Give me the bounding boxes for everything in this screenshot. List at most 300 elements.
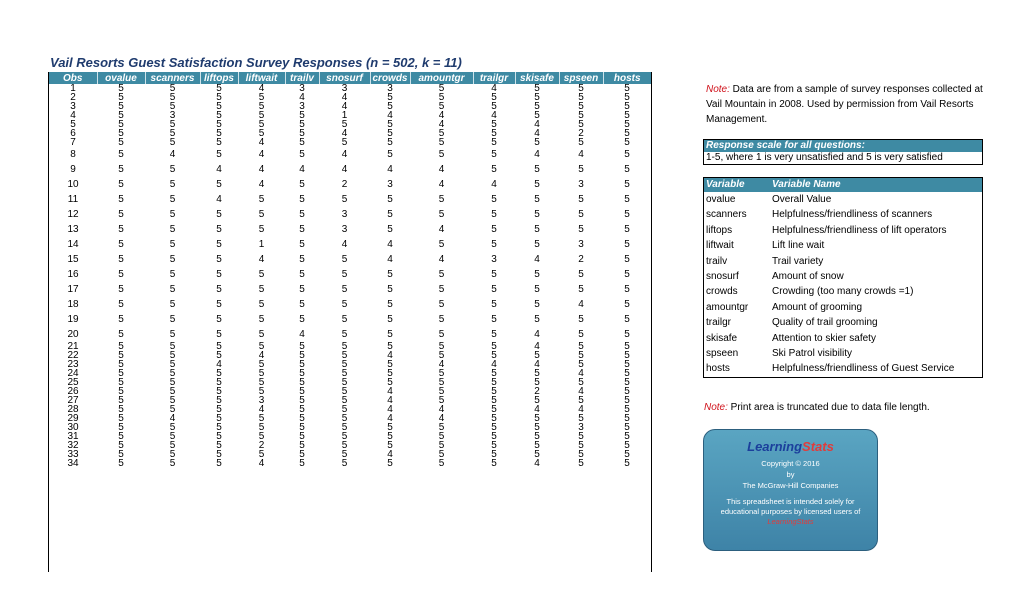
table-cell[interactable]: 5 [258, 269, 265, 280]
table-cell[interactable]: 5 [216, 254, 222, 265]
table-cell[interactable]: 5 [578, 314, 584, 325]
table-cell[interactable]: 5 [299, 179, 305, 190]
table-cell[interactable]: 5 [216, 209, 222, 220]
table-cell[interactable]: 5 [341, 119, 348, 130]
table-cell[interactable]: 5 [216, 431, 222, 442]
table-cell[interactable]: 3 [70, 101, 76, 112]
table-cell[interactable]: 5 [216, 395, 222, 406]
table-cell[interactable]: 5 [438, 83, 445, 94]
table-cell[interactable]: 5 [216, 284, 222, 295]
table-cell[interactable]: 5 [169, 350, 176, 361]
table-cell[interactable]: 5 [534, 368, 540, 379]
table-cell[interactable]: 4 [258, 137, 265, 148]
table-cell[interactable]: 5 [387, 149, 393, 160]
table-cell[interactable]: 4 [258, 179, 265, 190]
table-cell[interactable]: 3 [299, 83, 305, 94]
table-cell[interactable]: 5 [118, 431, 124, 442]
table-cell[interactable]: 4 [299, 329, 305, 340]
table-cell[interactable]: 5 [118, 368, 124, 379]
table-cell[interactable]: 5 [169, 440, 176, 451]
table-cell[interactable]: 5 [118, 239, 124, 250]
table-cell[interactable]: 3 [299, 101, 305, 112]
table-cell[interactable]: 5 [491, 128, 497, 139]
table-cell[interactable]: 5 [169, 239, 176, 250]
table-cell[interactable]: 5 [169, 83, 176, 94]
table-cell[interactable]: 5 [387, 101, 393, 112]
table-cell[interactable]: 18 [67, 299, 79, 310]
table-cell[interactable]: 5 [216, 413, 222, 424]
table-cell[interactable]: 14 [67, 239, 79, 250]
table-cell[interactable]: 5 [299, 359, 305, 370]
table-cell[interactable]: 5 [491, 164, 497, 175]
table-cell[interactable]: 5 [299, 284, 305, 295]
table-cell[interactable]: 1 [70, 83, 76, 94]
table-cell[interactable]: 5 [299, 422, 305, 433]
table-cell[interactable]: 5 [534, 350, 540, 361]
table-cell[interactable]: 5 [534, 413, 540, 424]
table-cell[interactable]: 5 [491, 194, 497, 205]
table-cell[interactable]: 5 [624, 179, 630, 190]
table-cell[interactable]: 5 [169, 254, 176, 265]
table-cell[interactable]: 5 [341, 284, 348, 295]
table-cell[interactable]: 4 [341, 164, 348, 175]
table-cell[interactable]: 5 [387, 92, 393, 103]
table-cell[interactable]: 5 [169, 386, 176, 397]
table-cell[interactable]: 5 [534, 179, 540, 190]
table-cell[interactable]: 5 [438, 209, 445, 220]
table-cell[interactable]: 5 [299, 350, 305, 361]
table-cell[interactable]: 5 [578, 431, 584, 442]
table-cell[interactable]: 3 [341, 83, 348, 94]
table-cell[interactable]: 5 [299, 314, 305, 325]
table-cell[interactable]: 5 [534, 164, 540, 175]
table-cell[interactable]: 5 [169, 209, 176, 220]
table-cell[interactable]: 4 [341, 128, 348, 139]
table-cell[interactable]: 5 [438, 341, 445, 352]
table-cell[interactable]: 5 [341, 386, 348, 397]
table-cell[interactable]: 5 [438, 368, 445, 379]
table-cell[interactable]: 32 [67, 440, 79, 451]
table-cell[interactable]: 5 [387, 329, 393, 340]
table-cell[interactable]: 5 [216, 128, 222, 139]
table-cell[interactable]: 4 [258, 164, 265, 175]
table-cell[interactable]: 5 [169, 137, 176, 148]
table-cell[interactable]: 5 [578, 164, 584, 175]
table-cell[interactable]: 5 [118, 299, 124, 310]
table-cell[interactable]: 5 [534, 224, 540, 235]
table-cell[interactable]: 5 [387, 299, 393, 310]
table-cell[interactable]: 5 [438, 395, 445, 406]
table-cell[interactable]: 34 [67, 458, 79, 469]
table-cell[interactable]: 5 [438, 92, 445, 103]
table-cell[interactable]: 5 [534, 449, 540, 460]
table-cell[interactable]: 5 [578, 359, 584, 370]
table-cell[interactable]: 5 [169, 431, 176, 442]
table-cell[interactable]: 5 [216, 83, 222, 94]
table-cell[interactable]: 5 [341, 449, 348, 460]
table-cell[interactable]: 5 [491, 284, 497, 295]
table-cell[interactable]: 20 [67, 329, 79, 340]
table-cell[interactable]: 4 [341, 149, 348, 160]
table-cell[interactable]: 5 [341, 395, 348, 406]
table-cell[interactable]: 31 [67, 431, 79, 442]
table-cell[interactable]: 5 [169, 101, 176, 112]
table-cell[interactable]: 5 [169, 284, 176, 295]
table-cell[interactable]: 4 [534, 149, 540, 160]
table-cell[interactable]: 5 [299, 119, 305, 130]
table-cell[interactable]: 5 [491, 368, 497, 379]
table-cell[interactable]: 5 [216, 149, 222, 160]
table-cell[interactable]: 4 [578, 404, 584, 415]
table-cell[interactable]: 5 [169, 224, 176, 235]
table-cell[interactable]: 5 [438, 377, 445, 388]
table-cell[interactable]: 5 [624, 449, 630, 460]
table-cell[interactable]: 5 [624, 224, 630, 235]
table-cell[interactable]: 4 [438, 359, 445, 370]
table-cell[interactable]: 5 [387, 224, 393, 235]
table-cell[interactable]: 5 [118, 119, 124, 130]
table-cell[interactable]: 5 [258, 92, 265, 103]
table-cell[interactable]: 5 [624, 194, 630, 205]
table-cell[interactable]: 5 [341, 377, 348, 388]
table-cell[interactable]: 5 [169, 395, 176, 406]
table-cell[interactable]: 5 [438, 449, 445, 460]
table-cell[interactable]: 5 [624, 422, 630, 433]
table-cell[interactable]: 5 [438, 422, 445, 433]
table-cell[interactable]: 5 [258, 341, 265, 352]
table-cell[interactable]: 5 [299, 224, 305, 235]
table-cell[interactable]: 5 [258, 329, 265, 340]
table-cell[interactable]: 5 [118, 284, 124, 295]
table-cell[interactable]: 6 [70, 128, 76, 139]
table-cell[interactable]: 5 [534, 137, 540, 148]
table-cell[interactable]: 5 [216, 341, 222, 352]
table-cell[interactable]: 5 [624, 269, 630, 280]
table-cell[interactable]: 5 [299, 449, 305, 460]
table-cell[interactable]: 4 [387, 350, 393, 361]
table-cell[interactable]: 5 [118, 386, 124, 397]
table-cell[interactable]: 5 [534, 194, 540, 205]
table-cell[interactable]: 5 [258, 368, 265, 379]
table-cell[interactable]: 5 [299, 209, 305, 220]
table-cell[interactable]: 5 [169, 269, 176, 280]
table-cell[interactable]: 5 [578, 458, 584, 469]
table-cell[interactable]: 5 [258, 110, 265, 121]
table-cell[interactable]: 28 [67, 404, 79, 415]
table-cell[interactable]: 4 [387, 386, 393, 397]
table-cell[interactable]: 5 [491, 119, 497, 130]
table-cell[interactable]: 5 [491, 350, 497, 361]
table-cell[interactable]: 29 [67, 413, 79, 424]
table-cell[interactable]: 5 [438, 239, 445, 250]
table-cell[interactable]: 5 [534, 440, 540, 451]
table-cell[interactable]: 4 [341, 239, 348, 250]
table-cell[interactable]: 4 [299, 164, 305, 175]
table-cell[interactable]: 5 [491, 314, 497, 325]
table-cell[interactable]: 1 [341, 110, 348, 121]
table-cell[interactable]: 5 [341, 458, 348, 469]
table-cell[interactable]: 15 [67, 254, 79, 265]
table-cell[interactable]: 5 [624, 431, 630, 442]
table-cell[interactable]: 5 [387, 368, 393, 379]
table-cell[interactable]: 5 [258, 359, 265, 370]
table-cell[interactable]: 5 [216, 350, 222, 361]
table-cell[interactable]: 4 [534, 254, 540, 265]
table-cell[interactable]: 5 [216, 119, 222, 130]
table-cell[interactable]: 2 [578, 254, 584, 265]
table-cell[interactable]: 5 [438, 431, 445, 442]
table-cell[interactable]: 3 [258, 395, 265, 406]
table-cell[interactable]: 4 [438, 179, 445, 190]
table-cell[interactable]: 22 [67, 350, 79, 361]
table-cell[interactable]: 5 [118, 422, 124, 433]
table-cell[interactable]: 5 [491, 101, 497, 112]
table-cell[interactable]: 4 [534, 329, 540, 340]
table-cell[interactable]: 9 [70, 164, 76, 175]
table-cell[interactable]: 5 [491, 269, 497, 280]
table-cell[interactable]: 5 [341, 314, 348, 325]
table-cell[interactable]: 5 [624, 404, 630, 415]
table-cell[interactable]: 25 [67, 377, 79, 388]
table-cell[interactable]: 16 [67, 269, 79, 280]
table-cell[interactable]: 5 [491, 299, 497, 310]
table-cell[interactable]: 5 [299, 413, 305, 424]
table-cell[interactable]: 5 [118, 413, 124, 424]
table-cell[interactable]: 5 [624, 377, 630, 388]
table-cell[interactable]: 5 [438, 101, 445, 112]
table-cell[interactable]: 5 [118, 83, 124, 94]
table-cell[interactable]: 5 [299, 128, 305, 139]
table-cell[interactable]: 5 [624, 101, 630, 112]
table-cell[interactable]: 5 [624, 440, 630, 451]
table-cell[interactable]: 5 [258, 377, 265, 388]
table-cell[interactable]: 5 [258, 224, 265, 235]
table-cell[interactable]: 5 [118, 194, 124, 205]
table-cell[interactable]: 4 [438, 254, 445, 265]
table-cell[interactable]: 5 [491, 341, 497, 352]
table-cell[interactable]: 4 [534, 458, 540, 469]
table-cell[interactable]: 4 [387, 239, 393, 250]
table-cell[interactable]: 4 [169, 149, 176, 160]
table-cell[interactable]: 5 [118, 92, 124, 103]
table-cell[interactable]: 5 [578, 440, 584, 451]
table-cell[interactable]: 4 [216, 359, 222, 370]
table-cell[interactable]: 5 [624, 254, 630, 265]
table-cell[interactable]: 5 [491, 431, 497, 442]
table-cell[interactable]: 5 [624, 329, 630, 340]
table-cell[interactable]: 5 [118, 269, 124, 280]
table-cell[interactable]: 5 [387, 377, 393, 388]
table-cell[interactable]: 2 [578, 128, 584, 139]
table-cell[interactable]: 4 [438, 119, 445, 130]
table-cell[interactable]: 5 [534, 284, 540, 295]
table-cell[interactable]: 5 [534, 239, 540, 250]
table-cell[interactable]: 5 [258, 449, 265, 460]
table-cell[interactable]: 5 [118, 458, 124, 469]
table-cell[interactable]: 5 [216, 179, 222, 190]
table-cell[interactable]: 5 [491, 329, 497, 340]
table-cell[interactable]: 5 [216, 239, 222, 250]
table-cell[interactable]: 3 [578, 422, 584, 433]
table-cell[interactable]: 2 [258, 440, 265, 451]
table-cell[interactable]: 5 [578, 329, 584, 340]
table-cell[interactable]: 5 [624, 119, 630, 130]
table-cell[interactable]: 4 [387, 254, 393, 265]
table-cell[interactable]: 5 [387, 458, 393, 469]
table-cell[interactable]: 5 [491, 395, 497, 406]
table-cell[interactable]: 5 [341, 350, 348, 361]
table-cell[interactable]: 5 [387, 314, 393, 325]
table-cell[interactable]: 5 [387, 137, 393, 148]
table-cell[interactable]: 5 [258, 119, 265, 130]
table-cell[interactable]: 5 [118, 377, 124, 388]
table-cell[interactable]: 5 [258, 284, 265, 295]
table-cell[interactable]: 5 [534, 101, 540, 112]
table-cell[interactable]: 5 [534, 269, 540, 280]
table-cell[interactable]: 5 [169, 92, 176, 103]
table-cell[interactable]: 5 [624, 368, 630, 379]
table-cell[interactable]: 4 [578, 368, 584, 379]
table-cell[interactable]: 5 [299, 299, 305, 310]
table-cell[interactable]: 5 [491, 239, 497, 250]
table-cell[interactable]: 5 [578, 194, 584, 205]
table-cell[interactable]: 5 [438, 350, 445, 361]
table-cell[interactable]: 5 [624, 239, 630, 250]
table-cell[interactable]: 5 [258, 431, 265, 442]
table-cell[interactable]: 5 [258, 101, 265, 112]
table-cell[interactable]: 5 [438, 440, 445, 451]
table-cell[interactable]: 5 [438, 386, 445, 397]
table-cell[interactable]: 5 [438, 299, 445, 310]
table-cell[interactable]: 5 [534, 422, 540, 433]
table-cell[interactable]: 4 [438, 413, 445, 424]
table-cell[interactable]: 5 [216, 92, 222, 103]
table-cell[interactable]: 5 [341, 254, 348, 265]
table-cell[interactable]: 5 [118, 449, 124, 460]
table-cell[interactable]: 5 [341, 404, 348, 415]
table-cell[interactable]: 5 [438, 284, 445, 295]
table-cell[interactable]: 5 [169, 329, 176, 340]
table-cell[interactable]: 5 [299, 458, 305, 469]
table-cell[interactable]: 5 [299, 440, 305, 451]
table-cell[interactable]: 4 [438, 224, 445, 235]
table-cell[interactable]: 4 [387, 110, 393, 121]
table-cell[interactable]: 23 [67, 359, 79, 370]
table-cell[interactable]: 5 [578, 209, 584, 220]
table-cell[interactable]: 3 [169, 110, 176, 121]
table-cell[interactable]: 5 [387, 194, 393, 205]
table-cell[interactable]: 5 [341, 440, 348, 451]
table-cell[interactable]: 5 [491, 413, 497, 424]
table-cell[interactable]: 4 [578, 299, 584, 310]
table-cell[interactable]: 4 [258, 404, 265, 415]
table-cell[interactable]: 5 [118, 137, 124, 148]
table-cell[interactable]: 5 [491, 386, 497, 397]
table-cell[interactable]: 5 [299, 269, 305, 280]
table-cell[interactable]: 5 [578, 110, 584, 121]
table-cell[interactable]: 5 [341, 359, 348, 370]
table-cell[interactable]: 4 [491, 359, 497, 370]
table-cell[interactable]: 5 [299, 254, 305, 265]
table-cell[interactable]: 5 [624, 386, 630, 397]
table-cell[interactable]: 5 [624, 458, 630, 469]
table-cell[interactable]: 2 [341, 179, 348, 190]
table-cell[interactable]: 5 [169, 299, 176, 310]
table-cell[interactable]: 5 [491, 92, 497, 103]
table-cell[interactable]: 19 [67, 314, 79, 325]
table-cell[interactable]: 2 [534, 386, 540, 397]
table-cell[interactable]: 5 [299, 395, 305, 406]
table-cell[interactable]: 21 [67, 341, 79, 352]
table-cell[interactable]: 5 [341, 341, 348, 352]
table-cell[interactable]: 5 [491, 449, 497, 460]
table-cell[interactable]: 5 [169, 377, 176, 388]
table-cell[interactable]: 5 [169, 458, 176, 469]
table-cell[interactable]: 5 [216, 329, 222, 340]
table-cell[interactable]: 5 [578, 413, 584, 424]
table-cell[interactable]: 4 [387, 164, 393, 175]
table-cell[interactable]: 5 [438, 458, 445, 469]
table-cell[interactable]: 5 [578, 449, 584, 460]
table-cell[interactable]: 5 [169, 359, 176, 370]
table-cell[interactable]: 5 [258, 422, 265, 433]
table-cell[interactable]: 5 [387, 440, 393, 451]
table-cell[interactable]: 5 [169, 449, 176, 460]
table-cell[interactable]: 5 [491, 224, 497, 235]
table-cell[interactable]: 7 [70, 137, 76, 148]
table-cell[interactable]: 5 [169, 119, 176, 130]
table-cell[interactable]: 5 [216, 377, 222, 388]
table-cell[interactable]: 5 [118, 164, 124, 175]
table-cell[interactable]: 5 [216, 101, 222, 112]
table-cell[interactable]: 5 [169, 179, 176, 190]
table-cell[interactable]: 5 [438, 149, 445, 160]
table-cell[interactable]: 4 [534, 128, 540, 139]
table-cell[interactable]: 5 [341, 269, 348, 280]
table-cell[interactable]: 5 [438, 137, 445, 148]
table-cell[interactable]: 5 [534, 395, 540, 406]
table-cell[interactable]: 5 [216, 110, 222, 121]
table-cell[interactable]: 4 [258, 350, 265, 361]
table-cell[interactable]: 30 [67, 422, 79, 433]
table-cell[interactable]: 5 [624, 413, 630, 424]
table-cell[interactable]: 27 [67, 395, 79, 406]
table-cell[interactable]: 5 [534, 377, 540, 388]
table-cell[interactable]: 5 [216, 368, 222, 379]
table-cell[interactable]: 5 [169, 164, 176, 175]
table-cell[interactable]: 5 [534, 110, 540, 121]
table-cell[interactable]: 5 [578, 377, 584, 388]
table-cell[interactable]: 5 [299, 386, 305, 397]
table-cell[interactable]: 4 [534, 359, 540, 370]
table-cell[interactable]: 5 [491, 404, 497, 415]
table-cell[interactable]: 5 [624, 149, 630, 160]
table-cell[interactable]: 5 [534, 209, 540, 220]
table-cell[interactable]: 5 [624, 284, 630, 295]
table-cell[interactable]: 5 [387, 422, 393, 433]
table-cell[interactable]: 4 [438, 110, 445, 121]
table-cell[interactable]: 4 [341, 101, 348, 112]
table-cell[interactable]: 5 [438, 194, 445, 205]
table-cell[interactable]: 5 [387, 341, 393, 352]
table-cell[interactable]: 3 [491, 254, 497, 265]
table-cell[interactable]: 5 [578, 92, 584, 103]
table-cell[interactable]: 5 [438, 314, 445, 325]
table-cell[interactable]: 5 [118, 110, 124, 121]
table-cell[interactable]: 5 [258, 299, 265, 310]
table-cell[interactable]: 5 [387, 269, 393, 280]
table-cell[interactable]: 5 [299, 431, 305, 442]
